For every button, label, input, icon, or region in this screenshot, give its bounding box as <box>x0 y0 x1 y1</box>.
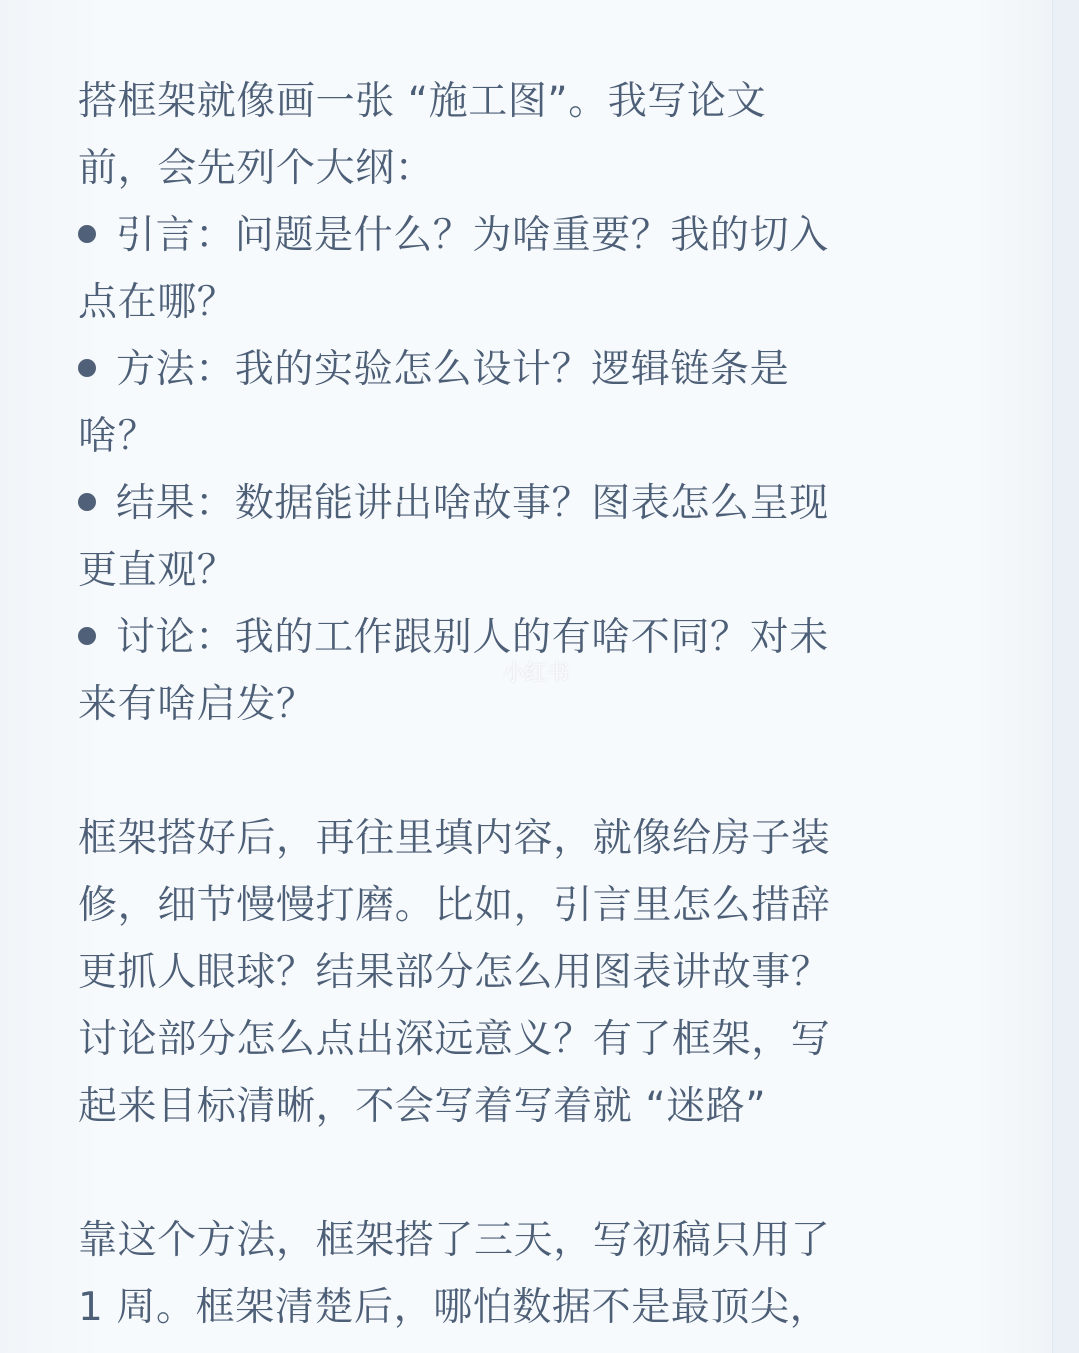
paragraph-spacer <box>78 1140 968 1207</box>
bullet-method-line-1 <box>78 336 968 403</box>
article-body <box>78 68 968 1341</box>
watermark-text: 小红书 <box>503 661 570 686</box>
paragraph-2-line-2: 修，细节慢慢打磨。比如，引言里怎么措辞 <box>78 883 831 928</box>
bullet-discussion-line-2: 来有啥启发？ <box>78 682 316 727</box>
paragraph-2-line-5: 起来目标清晰，不会写着写着就 “迷路” <box>78 1084 767 1129</box>
bullet-method-line-2: 啥？ <box>78 414 158 459</box>
paragraph-1-line-1: 搭框架就像画一张 “施工图”。我写论文 <box>78 79 767 124</box>
paragraph-2-line-4: 讨论部分怎么点出深远意义？有了框架，写 <box>78 1017 831 1062</box>
paragraph-2-line-3: 更抓人眼球？结果部分怎么用图表讲故事？ <box>78 950 831 995</box>
bullet-intro-line-1 <box>78 202 968 269</box>
bullet-intro-text: 引言：问题是什么？为啥重要？我的切入 <box>116 213 829 258</box>
bullet-dot-icon <box>78 627 96 645</box>
paragraph-3-line-2: 1 周。框架清楚后，哪怕数据不是最顶尖， <box>78 1285 830 1330</box>
bullet-dot-icon <box>78 493 96 511</box>
bullet-method-text: 方法：我的实验怎么设计？逻辑链条是 <box>116 347 790 392</box>
right-margin-strip <box>1052 0 1079 1353</box>
bullet-discussion-text: 讨论：我的工作跟别人的有啥不同？对未 <box>116 615 829 660</box>
bullet-results-line-2: 更直观？ <box>78 548 237 593</box>
paragraph-1-line-2: 前，会先列个大纲： <box>78 146 435 191</box>
paragraph-3-line-1: 靠这个方法，框架搭了三天，写初稿只用了 <box>78 1218 831 1263</box>
bullet-results-line-1 <box>78 470 968 537</box>
bullet-dot-icon <box>78 225 96 243</box>
paragraph-spacer <box>78 738 968 805</box>
paragraph-2-line-1: 框架搭好后，再往里填内容，就像给房子装 <box>78 816 831 861</box>
bullet-dot-icon <box>78 359 96 377</box>
bullet-intro-line-2: 点在哪？ <box>78 280 237 325</box>
bullet-results-text: 结果：数据能讲出啥故事？图表怎么呈现 <box>116 481 829 526</box>
